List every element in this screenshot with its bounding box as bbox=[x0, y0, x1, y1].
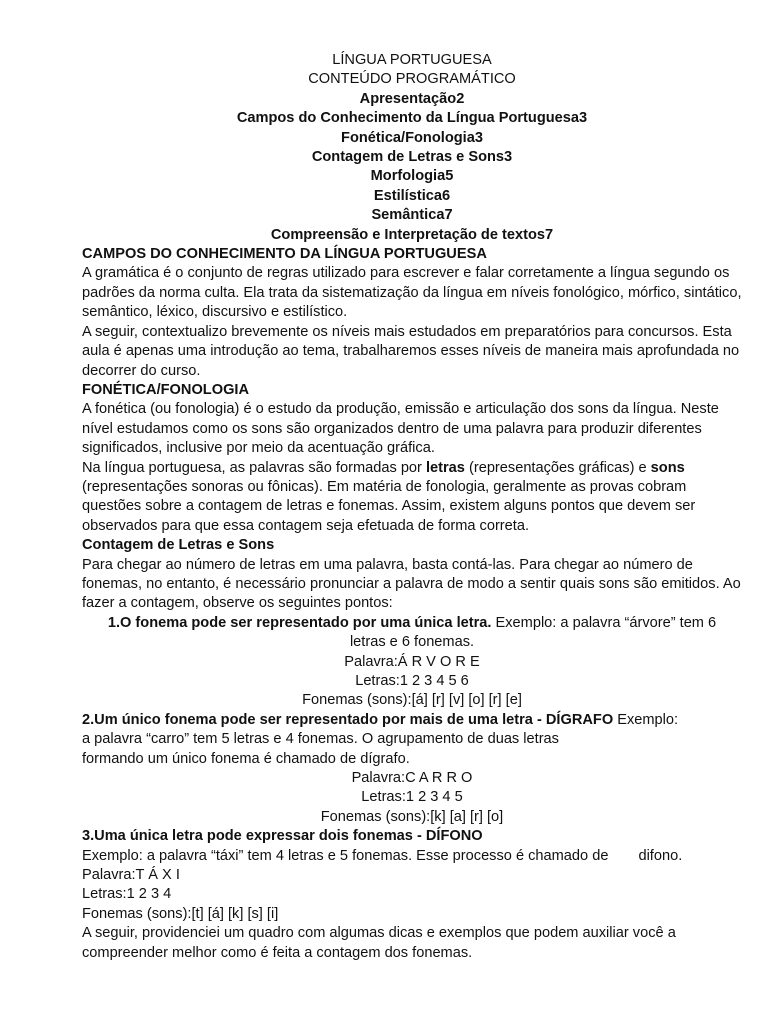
rule-text: Exemplo: a palavra “árvore” tem 6 letras e 6 fonemas. bbox=[349, 614, 717, 651]
example-phonemes: Fonemas (sons):[t] [á] [k] [s] [i] bbox=[82, 905, 279, 922]
paragraph: A fonética (ou fonologia) é o estudo da produção, emissão e articulação dos sons da língua. Neste nível estudamos como os sons são organizados dentro de uma palavra para produzir diferentes significados, inclusive por meio da acentuação gráfica. bbox=[82, 401, 719, 457]
rule-title: 1.O fonema pode ser representado por uma única letra. bbox=[107, 614, 492, 631]
example-phonemes: Fonemas (sons):[á] [r] [v] [o] [r] [e] bbox=[302, 692, 522, 709]
toc-item: Fonética/Fonologia3 bbox=[341, 129, 483, 146]
example-letters: Letras:1 2 3 4 5 6 bbox=[355, 673, 469, 689]
bold-term: letras bbox=[425, 459, 465, 476]
paragraph bbox=[82, 459, 742, 537]
table-of-contents bbox=[82, 90, 742, 245]
rule-item bbox=[82, 614, 742, 653]
rule-title: 3.Uma única letra pode expressar dois fonemas - DÍFONO bbox=[82, 828, 483, 845]
rule-text-line: formando um único fonema é chamado de dígrafo. bbox=[82, 750, 410, 767]
rule-text-line: a palavra “carro” tem 5 letras e 4 fonemas. O agrupamento de duas letras bbox=[82, 731, 559, 748]
section-heading: CAMPOS DO CONHECIMENTO DA LÍNGUA PORTUGUESA bbox=[82, 246, 487, 263]
text-run: Exemplo: a palavra “táxi” tem 4 letras e 5 fonemas. Esse processo é chamado de bbox=[82, 847, 609, 864]
text-run: difono. bbox=[638, 847, 683, 864]
text-run: Na língua portuguesa, as palavras são formadas por bbox=[82, 459, 426, 476]
text-run: (representações gráficas) e bbox=[464, 459, 651, 476]
toc-item: Compreensão e Interpretação de textos7 bbox=[270, 226, 554, 243]
example-phonemes: Fonemas (sons):[k] [a] [r] [o] bbox=[320, 808, 504, 825]
example-word: Palavra:C A R R O bbox=[351, 770, 473, 787]
section-heading: FONÉTICA/FONOLOGIA bbox=[82, 381, 250, 398]
toc-item: Apresentação2 bbox=[359, 90, 465, 107]
doc-subtitle: CONTEÚDO PROGRAMÁTICO bbox=[308, 71, 516, 88]
bold-term: sons bbox=[650, 459, 685, 476]
rule-text: Exemplo: bbox=[613, 711, 679, 728]
paragraph: A gramática é o conjunto de regras utilizado para escrever e falar corretamente a língua segundo os padrões da norma culta. Ela trata da sistematização da língua em níveis fonológico, mórfico, sintático, semântico, léxico, discursivo e estilístico. bbox=[82, 265, 742, 321]
section-heading: Contagem de Letras e Sons bbox=[82, 537, 275, 554]
toc-item: Semântica7 bbox=[371, 207, 453, 224]
document-page bbox=[82, 51, 742, 963]
example-word: Palavra:Á R V O R E bbox=[344, 653, 480, 670]
toc-item: Estilística6 bbox=[373, 187, 451, 204]
text-run: (representações sonoras ou fônicas). Em matéria de fonologia, geralmente as provas cobram questões sobre a contagem de letras e fonemas. Assim, existem alguns pontos que devem ser observados para que essa contagem seja efetuada de forma correta. bbox=[82, 478, 696, 534]
toc-item: Contagem de Letras e Sons3 bbox=[311, 149, 513, 166]
paragraph: Para chegar ao número de letras em uma palavra, basta contá-las. Para chegar ao número de fonemas, no entanto, é necessário pronunciar a palavra de modo a sentir quais sons são emitidos. Ao fazer a contagem, observe os seguintes pontos: bbox=[82, 556, 741, 612]
rule-text-line bbox=[82, 847, 742, 866]
example-letters: Letras:1 2 3 4 5 bbox=[361, 789, 463, 806]
rule-item bbox=[82, 711, 742, 730]
paragraph: A seguir, providenciei um quadro com algumas dicas e exemplos que podem auxiliar você a compreender melhor como é feita a contagem dos fonemas. bbox=[82, 925, 676, 961]
paragraph: A seguir, contextualizo brevemente os níveis mais estudados em preparatórios para concursos. Esta aula é apenas uma introdução ao tema, trabalharemos esses níveis de maneira mais aprofundada no decorrer do curso. bbox=[82, 323, 740, 379]
example-word: Palavra:T Á X I bbox=[82, 867, 180, 884]
rule-title: 2.Um único fonema pode ser representado por mais de uma letra - DÍGRAFO bbox=[82, 711, 614, 728]
toc-item: Morfologia5 bbox=[370, 168, 454, 185]
doc-title: LÍNGUA PORTUGUESA bbox=[332, 52, 492, 68]
example-letters: Letras:1 2 3 4 bbox=[82, 886, 172, 903]
toc-item: Campos do Conhecimento da Língua Portuguesa3 bbox=[236, 110, 588, 127]
